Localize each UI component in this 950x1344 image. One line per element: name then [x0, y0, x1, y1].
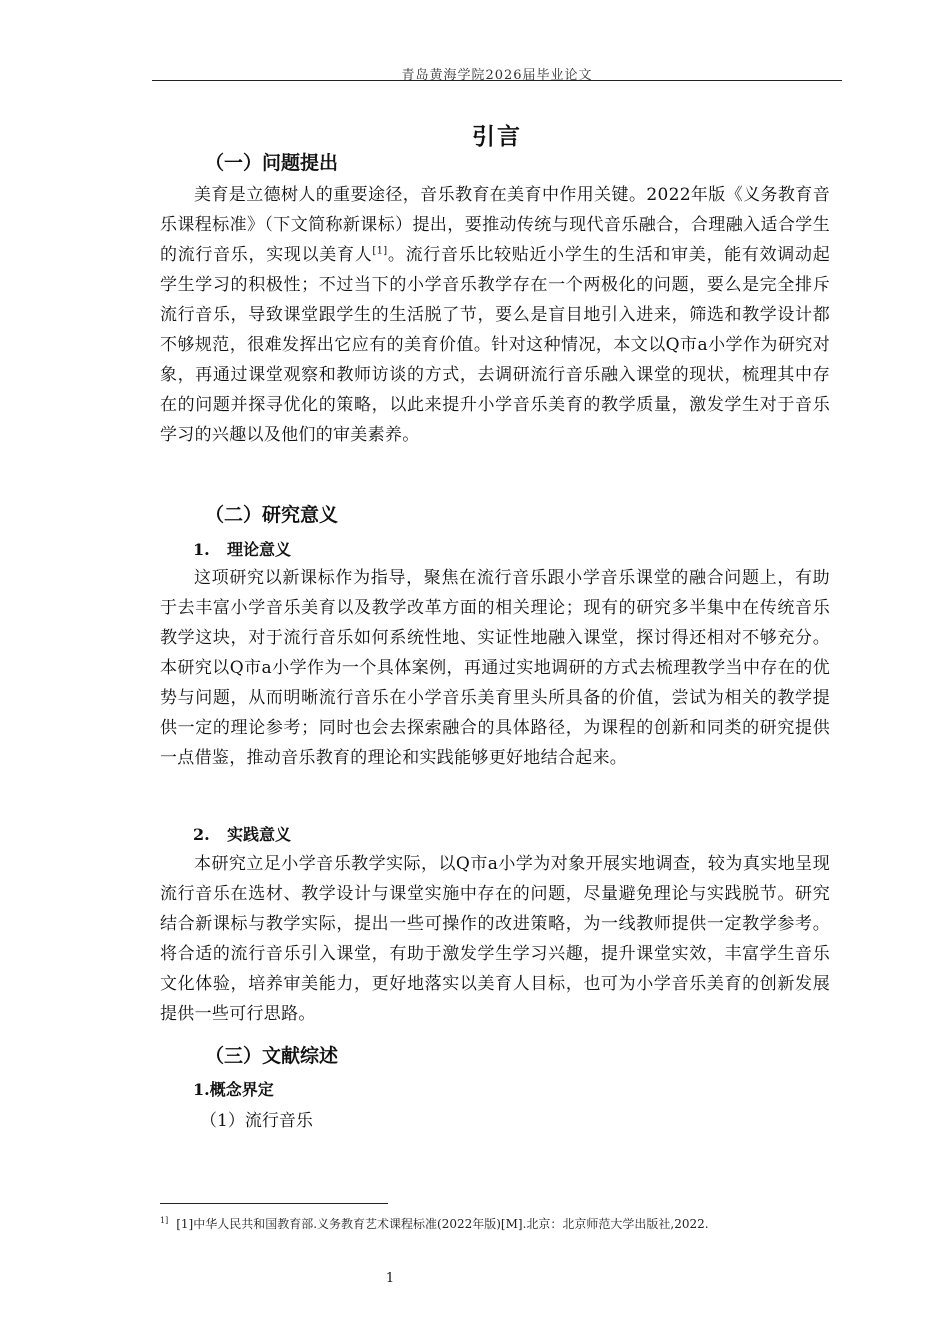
- paragraph-practice: 本研究立足小学音乐教学实际，以Q市a小学为对象开展实地调查，较为真实地呈现流行音乐在选材、教学设计与课堂实施中存在的问题，尽量避免理论与实践脱节。研究结合新课标与教学实际，提出一些可操作的改进策略，为一线教师提供一定教学参考。将合适的流行音乐引入课堂，有助于激发学生学习兴趣，提升课堂实效，丰富学生音乐文化体验，培养审美能力，更好地落实以美育人目标，也可为小学音乐美育的创新发展提供一些可行思路。: [160, 854, 830, 1024]
- subheading-theory-label: 理论意义: [227, 540, 292, 559]
- paragraph-problem-part1: 美育是立德树人的重要途径，音乐教育在美育中作用关键。2022年版《义务教育音乐课程标准》（下文简称新课标）提出，要推动传统与现代音乐融合，合理融入适合学生的流行音乐，实现以美育人: [160, 185, 830, 265]
- running-header: 青岛黄海学院2026届毕业论文: [401, 68, 593, 83]
- footnote-text: [1]中华人民共和国教育部.义务教育艺术课程标准(2022年版)[M].北京：北京师范大学出版社,2022.: [176, 1217, 709, 1231]
- footnote-separator: [160, 1203, 388, 1204]
- subheading-practice-num: 2.: [193, 825, 210, 844]
- footnote-mark: 1]: [160, 1216, 169, 1225]
- footnote-1: [160, 1215, 840, 1232]
- citation-ref-1[interactable]: [1]: [372, 245, 388, 257]
- section-heading-1: （一）问题提出: [205, 152, 339, 174]
- chapter-title: 引言: [472, 123, 522, 150]
- paragraph-theory: 这项研究以新课标作为指导，聚焦在流行音乐跟小学音乐课堂的融合问题上，有助于去丰富小学音乐美育以及教学改革方面的相关理论；现有的研究多半集中在传统音乐教学这块，对于流行音乐如何系统性地、实证性地融入课堂，探讨得还相对不够充分。本研究以Q市a小学作为一个具体案例，再通过实地调研的方式去梳理教学当中存在的优势与问题，从而明晰流行音乐在小学音乐美育里头所具备的价值，尝试为相关的教学提供一定的理论参考；同时也会去探索融合的具体路径，为课程的创新和同类的研究提供一点借鉴，推动音乐教育的理论和实践能够更好地结合起来。: [160, 568, 830, 768]
- list-item-pop-music: （1）流行音乐: [200, 1111, 313, 1131]
- page-number: 1: [385, 1271, 395, 1286]
- subheading-concept: 1.概念界定: [193, 1080, 274, 1099]
- section-heading-3: （三）文献综述: [205, 1045, 339, 1067]
- subheading-practice: [193, 822, 291, 845]
- paragraph-problem-part2: 。流行音乐比较贴近小学生的生活和审美，能有效调动起学生学习的积极性；不过当下的小学音乐教学存在一个两极化的问题，要么是完全排斥流行音乐，导致课堂跟学生的生活脱了节，要么是盲目地引入进来，筛选和教学设计都不够规范，很难发挥出它应有的美育价值。针对这种情况，本文以Q市a小学作为研究对象，再通过课堂观察和教师访谈的方式，去调研流行音乐融入课堂的现状，梳理其中存在的问题并探寻优化的策略，以此来提升小学音乐美育的教学质量，激发学生对于音乐学习的兴趣以及他们的审美素养。: [160, 245, 830, 445]
- subheading-practice-label: 实践意义: [227, 825, 292, 844]
- subheading-theory-num: 1.: [193, 540, 210, 559]
- subheading-theory: [193, 537, 291, 560]
- section-heading-2: （二）研究意义: [205, 504, 339, 526]
- paragraph-problem: [160, 180, 830, 450]
- header-rule: [152, 80, 842, 81]
